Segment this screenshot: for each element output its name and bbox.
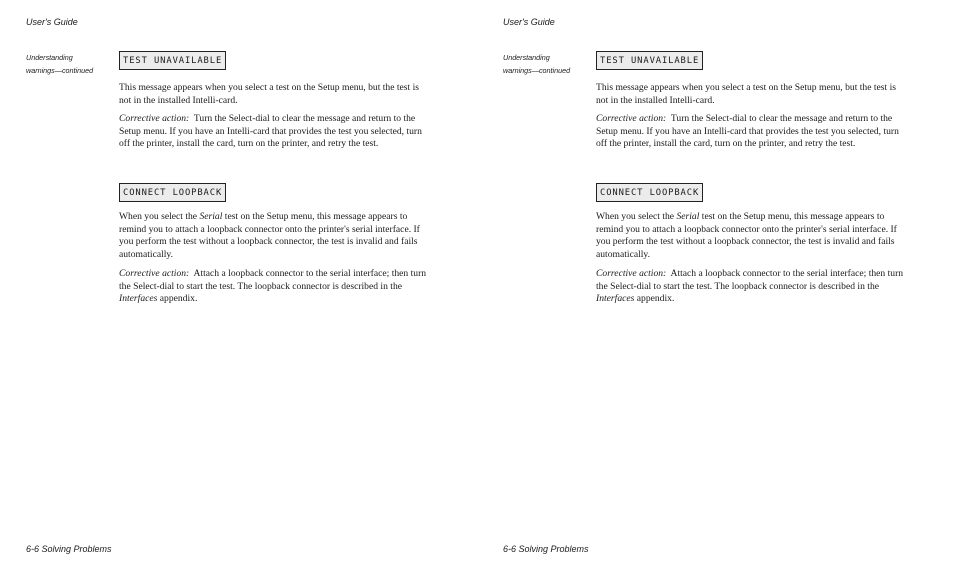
corrective-action-text: Turn the Select-dial to clear the message and return to the Setup menu. If you have an Intelli-card that provides the test you selected, turn off the printer, install the card, turn on the printer, and retry the test.	[596, 113, 899, 150]
side-label-line1: Understanding	[26, 53, 73, 62]
running-footer: 6-6 Solving Problems	[503, 544, 589, 554]
side-label-line1: Understanding	[503, 53, 550, 62]
interfaces-term: Interfaces	[596, 293, 635, 305]
serial-term: Serial	[199, 211, 223, 222]
message-box-connect-loopback: CONNECT LOOPBACK	[119, 183, 226, 202]
side-label-line2: warnings—continued	[503, 65, 571, 75]
corrective-text-end: appendix.	[634, 293, 675, 305]
corrective-text-start: Attach a loopback connector to the serial interface; then turn the Select-dial to start the test. The loopback connector is described in the	[596, 268, 904, 292]
running-header: User's Guide	[26, 17, 78, 27]
right-page	[477, 0, 954, 580]
message-box-test-unavailable: TEST UNAVAILABLE	[596, 51, 703, 70]
serial-term: Serial	[676, 211, 700, 222]
description-text-start: When you select the	[119, 211, 200, 222]
connect-loopback-description	[596, 211, 910, 261]
side-label	[26, 52, 116, 77]
connect-loopback-corrective-action	[119, 268, 433, 306]
description-text-start: When you select the	[596, 211, 677, 222]
test-unavailable-corrective-action	[119, 113, 433, 151]
corrective-text-end: appendix.	[157, 293, 198, 305]
corrective-action-label: Corrective action:	[596, 268, 667, 279]
description-text-end: test on the Setup menu, this message appears to remind you to attach a loopback connector onto the printer's serial interface. If you perform the test without a loopback connector, the test is invalid and fails automatically.	[119, 211, 420, 260]
test-unavailable-description: This message appears when you select a test on the Setup menu, but the test is not in the installed Intelli-card.	[596, 82, 897, 106]
connect-loopback-corrective-action	[596, 268, 910, 306]
corrective-action-label: Corrective action:	[596, 113, 667, 124]
corrective-action-text: Turn the Select-dial to clear the message and return to the Setup menu. If you have an Intelli-card that provides the test you selected, turn off the printer, install the card, turn on the printer, and retry the test.	[119, 113, 422, 150]
running-footer: 6-6 Solving Problems	[26, 544, 112, 554]
message-box-test-unavailable: TEST UNAVAILABLE	[119, 51, 226, 70]
test-unavailable-description: This message appears when you select a test on the Setup menu, but the test is not in the installed Intelli-card.	[119, 82, 420, 106]
side-label-line2: warnings—continued	[26, 65, 94, 75]
running-header: User's Guide	[503, 17, 555, 27]
message-box-connect-loopback: CONNECT LOOPBACK	[596, 183, 703, 202]
interfaces-term: Interfaces	[119, 293, 158, 305]
test-unavailable-corrective-action	[596, 113, 910, 151]
side-label	[503, 52, 593, 77]
corrective-action-label: Corrective action:	[119, 268, 190, 279]
connect-loopback-description	[119, 211, 433, 261]
description-text-end: test on the Setup menu, this message appears to remind you to attach a loopback connector onto the printer's serial interface. If you perform the test without a loopback connector, the test is invalid and fails automatically.	[596, 211, 897, 260]
corrective-text-start: Attach a loopback connector to the serial interface; then turn the Select-dial to start the test. The loopback connector is described in the	[119, 268, 427, 292]
corrective-action-label: Corrective action:	[119, 113, 190, 124]
